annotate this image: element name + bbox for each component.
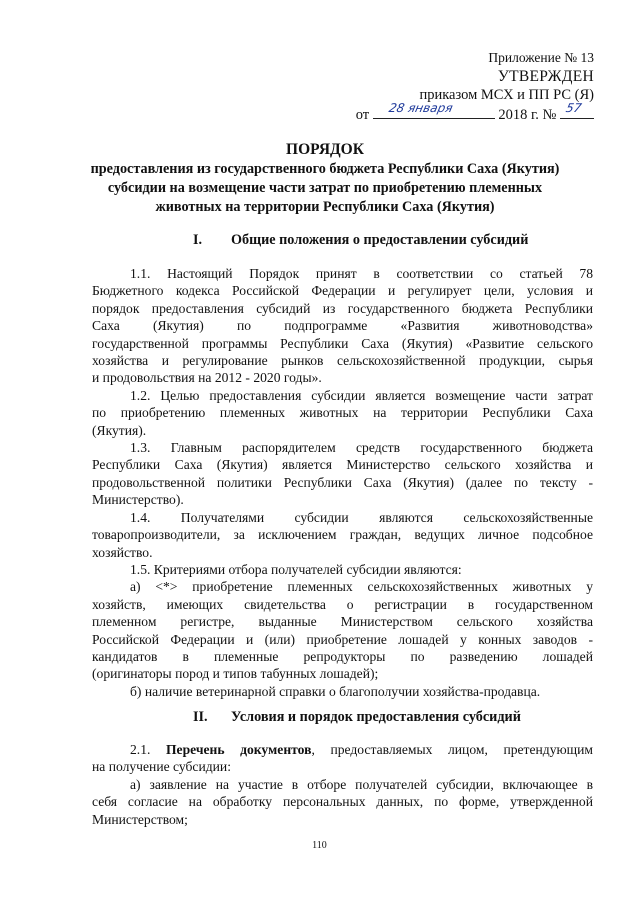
text-line: б) наличие ветеринарной справки о благополучии хозяйства-продавца. (130, 683, 541, 699)
appendix-label: Приложение № 13 (488, 50, 594, 65)
paragraph-2-1-number: 2.1. (130, 742, 151, 757)
section-2-heading (193, 709, 521, 726)
paragraph-1-1 (92, 265, 593, 387)
text-line: продовольственной политики Республики Саха (Якутия) (далее по тексту - (92, 474, 593, 490)
section-1-heading (193, 232, 528, 249)
documents-list-emphasis: Перечень документов (165, 742, 312, 757)
text-line: хозяйств, имеющих свидетельства о регистрации в государственном (92, 596, 593, 612)
text-line: себя согласие на обработку персональных данных, по форме, утвержденной (92, 794, 593, 810)
year-label: 2018 г. № (498, 107, 557, 123)
text-line: 1.5. Критериями отбора получателей субсидии являются: (130, 561, 462, 577)
text-line: товаропроизводители, за исключением граждан, ведущих личное подсобное (92, 527, 593, 543)
paragraph-1-3 (92, 439, 593, 509)
text-line: на получение субсидии: (92, 759, 231, 775)
text-line: 1.3. Главным распорядителем средств государственного бюджета (130, 440, 593, 456)
text-line: а) заявление на участие в отборе получателей субсидии, включающее в (130, 776, 593, 792)
section-1-title: Общие положения о предоставлении субсидий (231, 232, 529, 248)
section-1-body (92, 265, 593, 700)
title-subtitle-line: предоставления из государственного бюджета Республики Саха (Якутия) (90, 161, 560, 177)
from-label: от (355, 107, 370, 123)
text-line: 1.1. Настоящий Порядок принят в соответствии со статьей 78 (130, 266, 593, 281)
text-line: и продовольствия на 2012 - 2020 годы». (92, 370, 322, 386)
section-2-body (92, 741, 593, 828)
text-line: Бюджетного кодекса Российской Федерации и регулирует цели, условия и (92, 283, 593, 299)
title-heading: ПОРЯДОК (286, 141, 364, 158)
paragraph-2-1-a (92, 776, 593, 828)
title-subtitle-line: субсидии на возмещение части затрат по приобретению племенных (107, 179, 543, 196)
approval-stamp (356, 49, 594, 125)
handwritten-number: 57 (564, 101, 583, 115)
section-2-number: II. (193, 709, 208, 725)
paragraph-1-2 (92, 387, 593, 439)
text-line: Республики Саха (Якутия) является Министерство сельского хозяйства и (92, 457, 593, 473)
text-line: Российской Федерации и (или) приобретение лошадей у конных заводов - (92, 631, 593, 647)
paragraph-1-5-a (92, 578, 593, 682)
text-line: хозяйство. (92, 544, 153, 560)
text-line: по приобретению племенных животных на территории Республики Саха (92, 405, 593, 421)
section-1-number: I. (193, 232, 203, 248)
text-line: 1.4. Получателями субсидии являются сельскохозяйственные (130, 509, 593, 525)
paragraph-1-5-b (92, 683, 593, 700)
text-line: Министерством; (92, 811, 188, 827)
title-subtitle-line: животных на территории Республики Саха (Якутия) (155, 198, 495, 215)
paragraph-1-5 (92, 561, 593, 578)
text-line: государственной программы Республики Саха (Якутия) «Развитие сельского (92, 335, 593, 351)
paragraph-2-1-rest: , предоставляемых лицом, претендующим (311, 742, 594, 757)
text-line (92, 741, 593, 758)
handwritten-date: 28 января (387, 101, 454, 115)
text-line: хозяйства и регулирование рынков сельскохозяйственной продукции, сырья (92, 353, 593, 369)
section-2-title: Условия и порядок предоставления субсидий (231, 709, 521, 725)
order-label: приказом МСХ и ПП РС (Я) (419, 87, 594, 103)
document-title (90, 140, 560, 216)
text-line: (оригинаторы пород и типов табунных лошадей); (92, 666, 379, 682)
approved-label: УТВЕРЖДЕН (497, 68, 594, 85)
text-line: 1.2. Целью предоставления субсидии является возмещение части затрат (130, 387, 593, 403)
order-date-line (355, 101, 594, 125)
text-line: Саха (Якутия) по подпрограмме «Развития животноводства» (92, 318, 593, 334)
text-line: (Якутия). (92, 422, 147, 438)
paragraph-1-4 (92, 509, 593, 561)
text-line: порядок предоставления субсидий из государственного бюджета Республики (92, 300, 593, 316)
text-line: племенном регистре, выданные Министерством сельского хозяйства (92, 614, 593, 630)
text-line: а) <*> приобретение племенных сельскохозяйственных животных у (130, 579, 593, 595)
paragraph-2-1 (92, 741, 593, 776)
date-field (373, 101, 495, 119)
text-line: Министерство). (92, 492, 184, 508)
page-number: 110 (312, 840, 327, 851)
text-line: кандидатов в племенные репродукторы по разведению лошадей (92, 648, 593, 664)
number-field (560, 101, 594, 119)
